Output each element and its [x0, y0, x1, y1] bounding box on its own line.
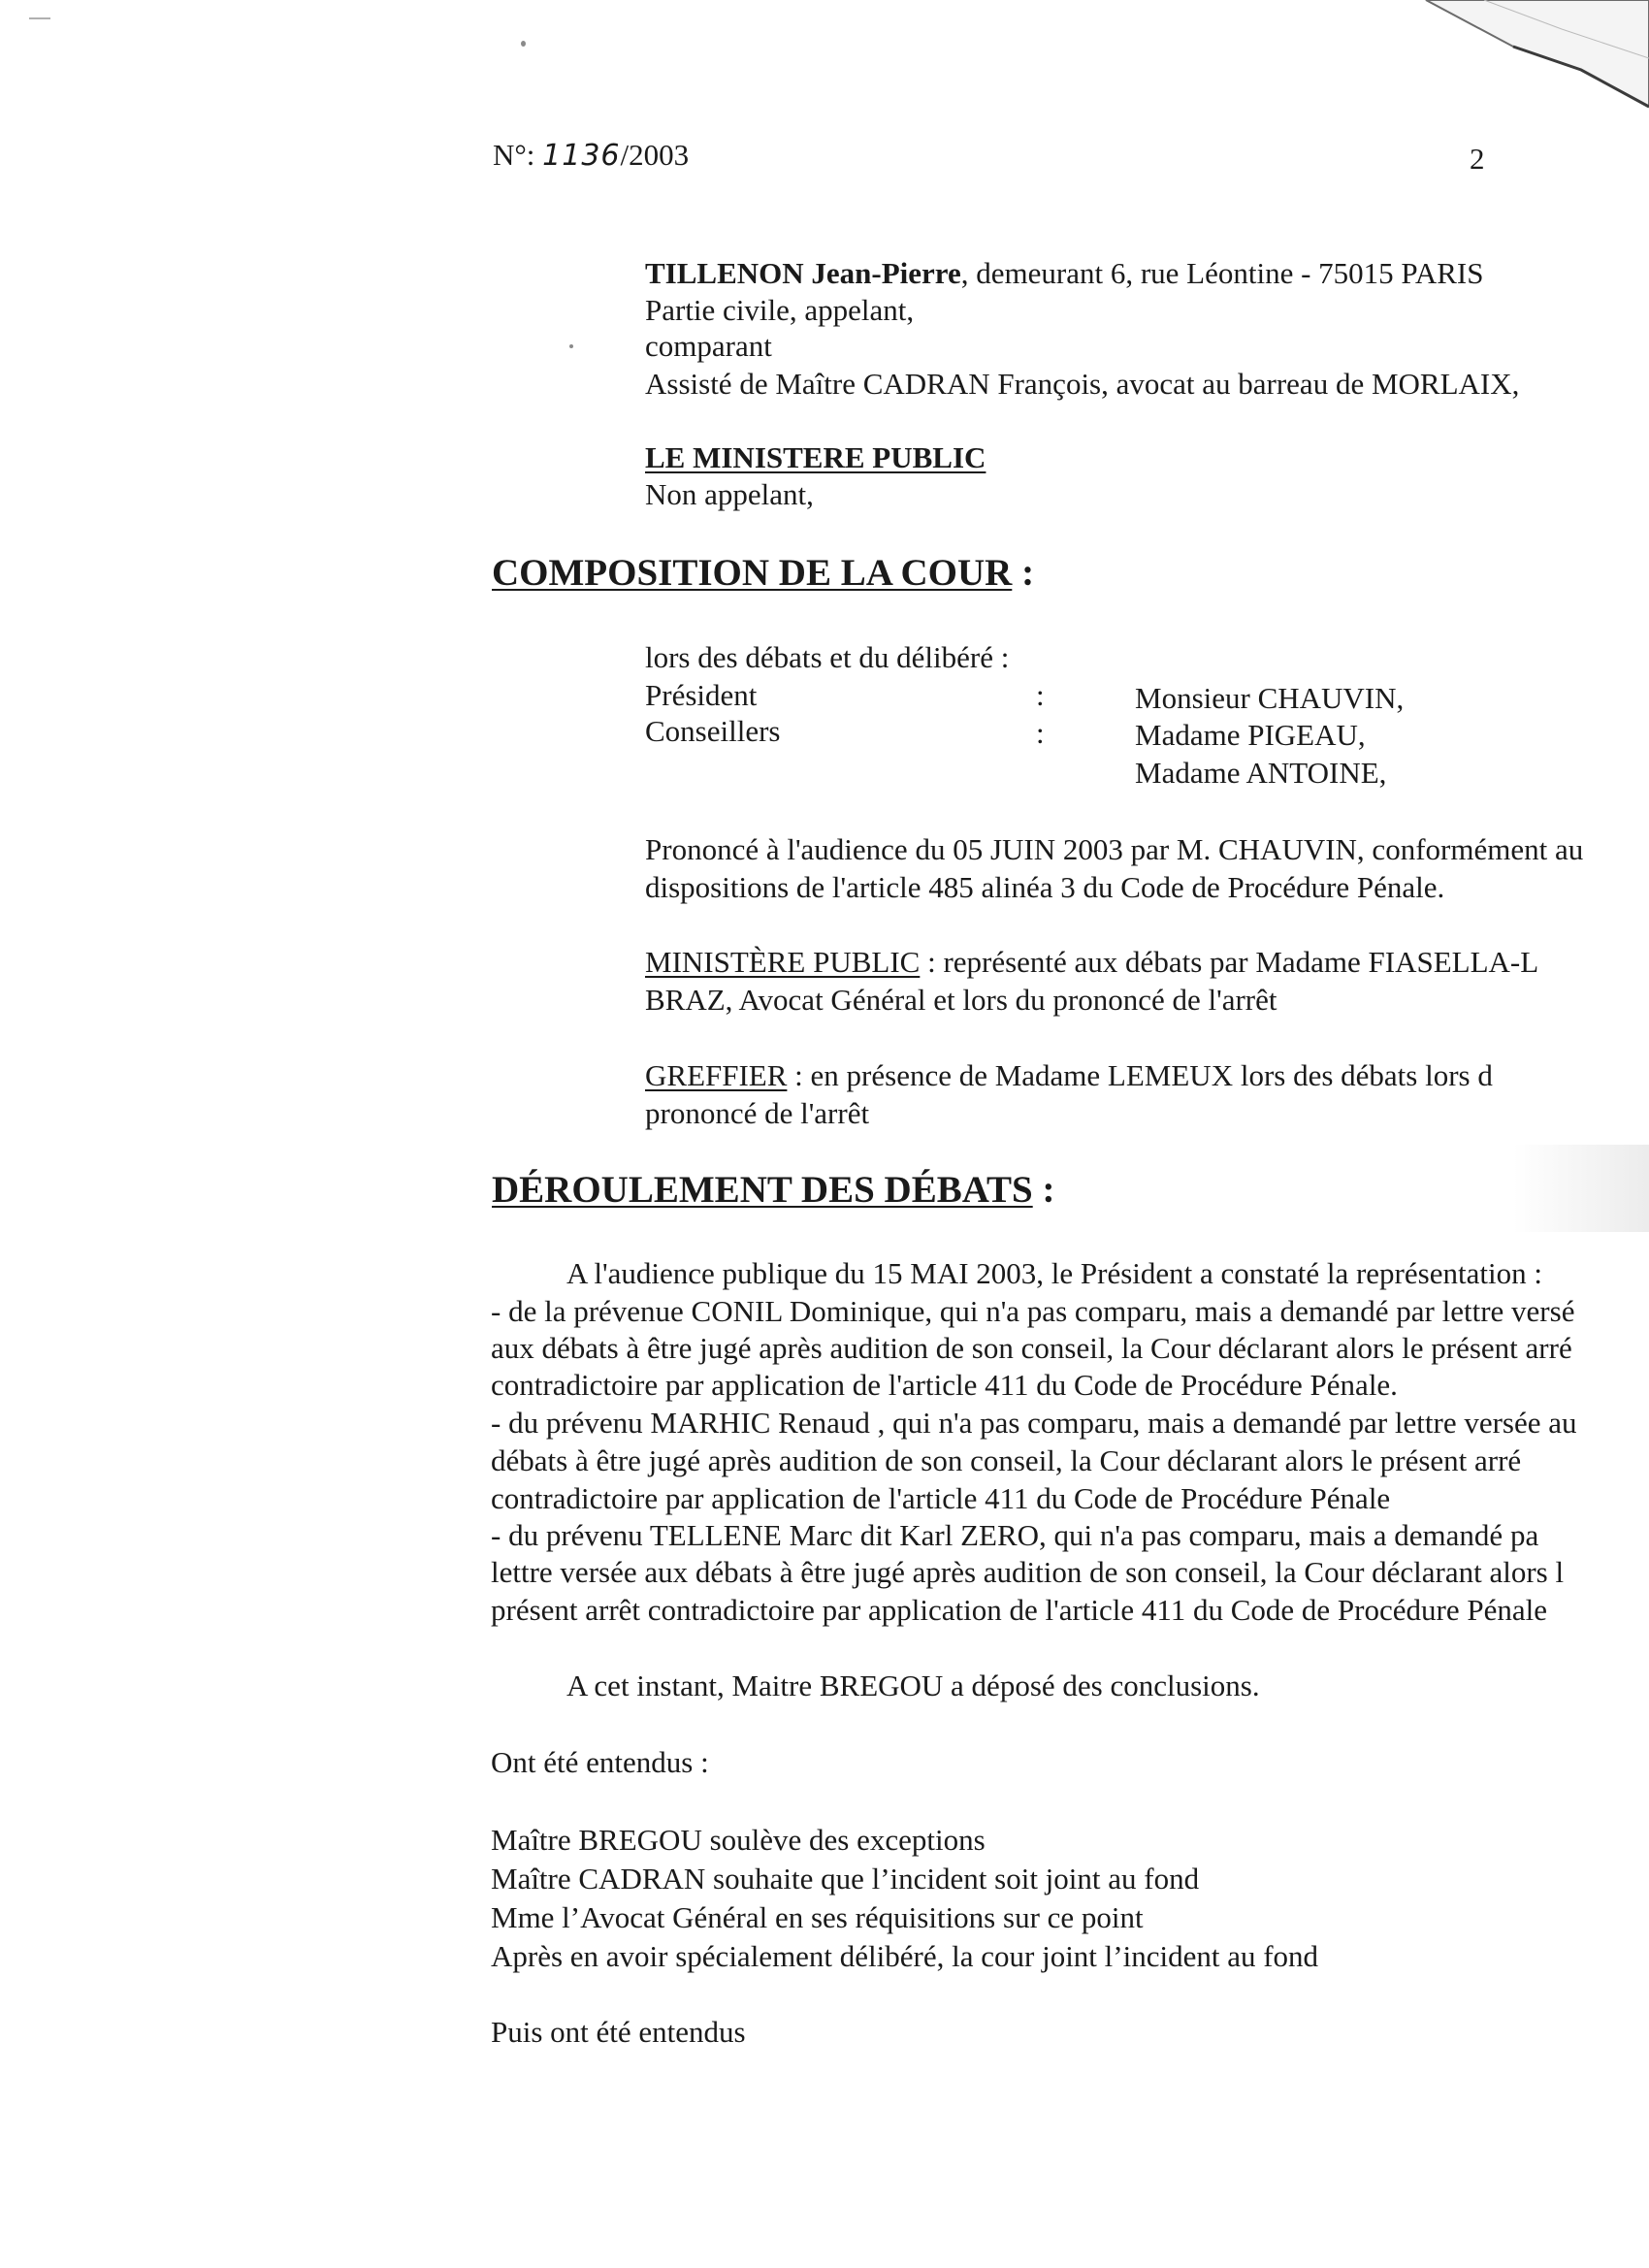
scan-speck	[29, 17, 50, 19]
scan-speck	[569, 344, 573, 348]
party-status: comparant	[645, 329, 772, 363]
deroulement-line: débats à être jugé après audition de son conseil, la Cour déclarant alors le présent arré	[491, 1443, 1522, 1477]
composition-heading-text: COMPOSITION DE LA COUR	[492, 552, 1013, 594]
deroulement-line: - du prévenu TELLENE Marc dit Karl ZERO, qui n'a pas comparu, mais a demandé pa	[491, 1518, 1539, 1552]
deroulement-heading	[492, 1168, 1054, 1212]
deroulement-line: lettre versée aux débats à être jugé après audition de son conseil, la Cour déclarant alors l	[491, 1555, 1565, 1589]
composition-intro: lors des débats et du délibéré :	[645, 640, 1010, 674]
deroulement-line: présent arrêt contradictoire par application de l'article 411 du Code de Procédure Pénale	[491, 1593, 1547, 1627]
handwritten-number: 1136	[542, 139, 621, 173]
party-role: Partie civile, appelant,	[645, 293, 915, 327]
conseillers-role: Conseillers	[645, 714, 781, 748]
ministere-line-2: BRAZ, Avocat Général et lors du prononcé de l'arrêt	[645, 983, 1277, 1017]
hearing-line: Maître CADRAN souhaite que l’incident soit joint au fond	[491, 1862, 1200, 1895]
greffier-line-2: prononcé de l'arrêt	[645, 1096, 870, 1130]
deroulement-line: - de la prévenue CONIL Dominique, qui n'a pas comparu, mais a demandé par lettre versé	[491, 1294, 1575, 1328]
deroulement-line: contradictoire par application de l'article 411 du Code de Procédure Pénale.	[491, 1368, 1398, 1402]
document-number-prefix: N°:	[493, 138, 535, 172]
ministere-public-status: Non appelant,	[645, 477, 814, 511]
ministere-label: MINISTÈRE PUBLIC	[645, 945, 921, 979]
hearing-line: Maître BREGOU soulève des exceptions	[491, 1823, 986, 1857]
party-name: TILLENON Jean-Pierre	[645, 256, 961, 290]
deroulement-line: A l'audience publique du 15 MAI 2003, le Président a constaté la représentation :	[566, 1256, 1542, 1290]
page-number: 2	[1470, 142, 1485, 176]
conseiller-name-2: Madame ANTOINE,	[1135, 756, 1387, 790]
party-counsel: Assisté de Maître CADRAN François, avocat au barreau de MORLAIX,	[645, 367, 1520, 401]
deroulement-line: contradictoire par application de l'article 411 du Code de Procédure Pénale	[491, 1481, 1391, 1515]
greffier-text: : en présence de Madame LEMEUX lors des débats lors d	[787, 1058, 1493, 1092]
party-name-line	[645, 254, 1483, 293]
scan-edge-shadow	[1513, 1145, 1649, 1232]
puis-line: Puis ont été entendus	[491, 2015, 746, 2049]
conseillers-colon: :	[1036, 716, 1045, 750]
deroulement-line: - du prévenu MARHIC Renaud , qui n'a pas comparu, mais a demandé par lettre versée au	[491, 1406, 1577, 1440]
hearing-line: Mme l’Avocat Général en ses réquisitions sur ce point	[491, 1900, 1144, 1934]
composition-heading-colon: :	[1021, 552, 1035, 594]
document-number	[493, 136, 689, 176]
deroulement-line: aux débats à être jugé après audition de son conseil, la Cour déclarant alors le présent arré	[491, 1331, 1572, 1365]
prononce-line-2: dispositions de l'article 485 alinéa 3 du Code de Procédure Pénale.	[645, 870, 1445, 904]
deroulement-heading-text: DÉROULEMENT DES DÉBATS	[492, 1169, 1033, 1211]
president-name: Monsieur CHAUVIN,	[1135, 681, 1405, 715]
ministere-public-title: LE MINISTERE PUBLIC	[645, 440, 986, 474]
greffier-label: GREFFIER	[645, 1058, 788, 1092]
conclusions-line: A cet instant, Maitre BREGOU a déposé des conclusions.	[566, 1669, 1260, 1702]
prononce-line-1: Prononcé à l'audience du 05 JUIN 2003 par M. CHAUVIN, conformément au	[645, 832, 1584, 866]
party-address: , demeurant 6, rue Léontine - 75015 PARIS	[960, 256, 1484, 290]
composition-heading	[492, 551, 1034, 595]
document-year: /2003	[620, 138, 690, 172]
president-colon: :	[1036, 678, 1045, 712]
entendus-line: Ont été entendus :	[491, 1745, 709, 1779]
ministere-text: : représenté aux débats par Madame FIASELLA-L	[920, 945, 1539, 979]
hearing-line: Après en avoir spécialement délibéré, la cour joint l’incident au fond	[491, 1939, 1319, 1973]
greffier-line-1	[645, 1056, 1493, 1095]
scan-speck	[521, 41, 526, 47]
conseiller-name-1: Madame PIGEAU,	[1135, 718, 1366, 752]
president-role: Président	[645, 678, 758, 712]
ministere-line-1	[645, 943, 1538, 982]
deroulement-heading-colon: :	[1042, 1169, 1055, 1211]
page-corner-fold	[1339, 0, 1649, 116]
